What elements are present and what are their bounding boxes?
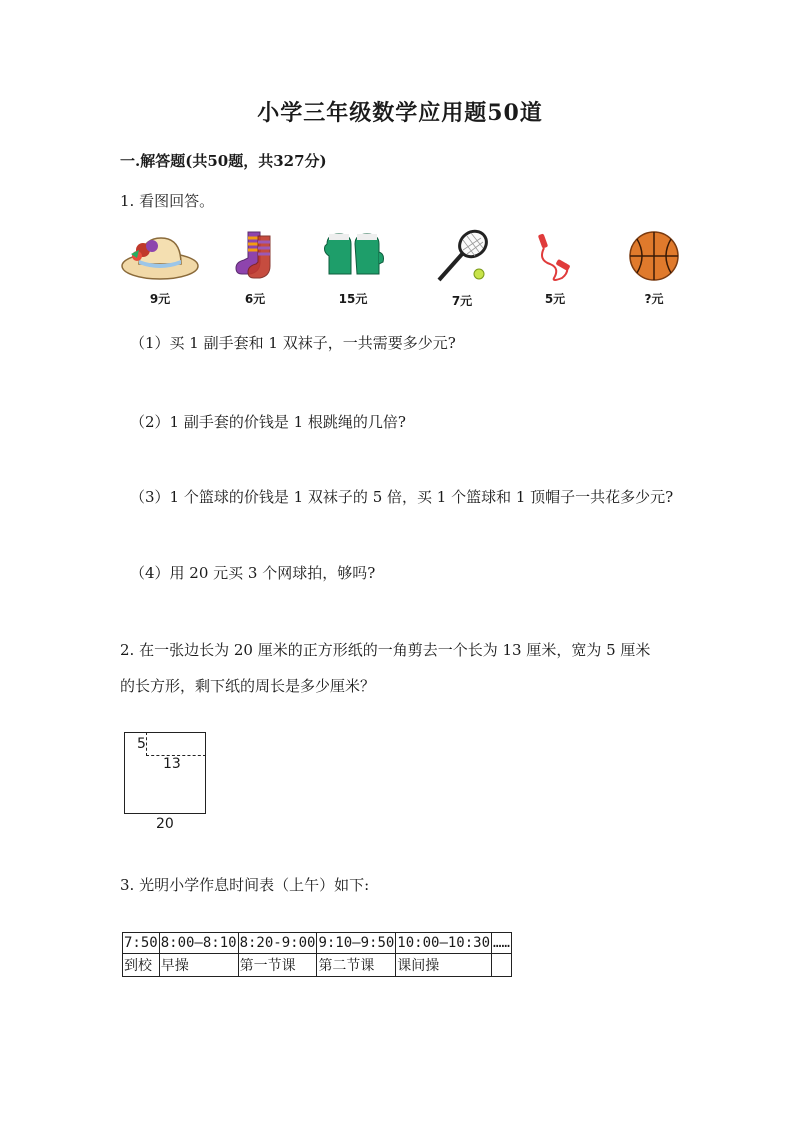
section-header: 一.解答题(共50题，共327分) <box>120 152 327 170</box>
basketball-icon <box>626 228 682 284</box>
side-label: 20 <box>156 816 174 832</box>
schedule-table <box>122 932 512 977</box>
square-diagram <box>118 728 228 838</box>
table-row <box>123 954 512 977</box>
table-cell: 10:00—10:30 <box>396 933 492 954</box>
q1-sub-4: （4）用 20 元买 3 个网球拍，够吗? <box>130 564 376 582</box>
table-cell: 7:50 <box>123 933 160 954</box>
table-cell: 8:00—8:10 <box>159 933 238 954</box>
item-price: 15元 <box>338 292 368 306</box>
table-cell: 9:10—9:50 <box>317 933 396 954</box>
table-cell: 第一节课 <box>238 954 317 977</box>
q1-stem: 1. 看图回答。 <box>120 192 215 210</box>
page-title: 小学三年级数学应用题50道 <box>257 100 543 126</box>
item-price: 6元 <box>244 292 266 306</box>
hat-icon <box>119 228 201 284</box>
table-cell: 第二节课 <box>317 954 396 977</box>
table-cell: 课间操 <box>396 954 492 977</box>
table-cell: 早操 <box>159 954 238 977</box>
q1-sub-3: （3）1 个篮球的价钱是 1 双袜子的 5 倍，买 1 个篮球和 1 顶帽子一共花多少元? <box>130 488 674 506</box>
jump-rope-icon <box>530 228 580 284</box>
table-cell: 8:20-9:00 <box>238 933 317 954</box>
item-price: 9元 <box>149 292 171 306</box>
item-basketball <box>609 228 699 307</box>
q2-line-2: 的长方形，剩下纸的周长是多少厘米？ <box>120 677 376 695</box>
table-row <box>123 933 512 954</box>
tennis-racket-icon <box>427 228 497 286</box>
table-cell <box>492 954 512 977</box>
gloves-icon <box>321 228 385 284</box>
item-price: ?元 <box>644 292 664 306</box>
table-cell: …… <box>492 933 512 954</box>
item-socks <box>210 228 300 307</box>
price-items <box>0 228 800 318</box>
item-price: 7元 <box>451 294 473 308</box>
q1-sub-2: （2）1 副手套的价钱是 1 根跳绳的几倍? <box>130 413 406 431</box>
item-hat <box>115 228 205 307</box>
width-label: 5 <box>137 736 146 752</box>
item-tennis-racket <box>417 228 507 309</box>
item-price: 5元 <box>544 292 566 306</box>
q1-sub-1: （1）买 1 副手套和 1 双袜子，一共需要多少元? <box>130 334 456 352</box>
item-jump-rope <box>510 228 600 307</box>
cut-rectangle <box>146 732 206 756</box>
socks-icon <box>230 228 280 284</box>
q3-stem: 3. 光明小学作息时间表（上午）如下: <box>120 876 370 894</box>
item-gloves <box>308 228 398 307</box>
length-label: 13 <box>163 756 181 772</box>
table-cell: 到校 <box>123 954 160 977</box>
q2-line-1: 2. 在一张边长为 20 厘米的正方形纸的一角剪去一个长为 13 厘米，宽为 5 厘米 <box>120 641 651 659</box>
